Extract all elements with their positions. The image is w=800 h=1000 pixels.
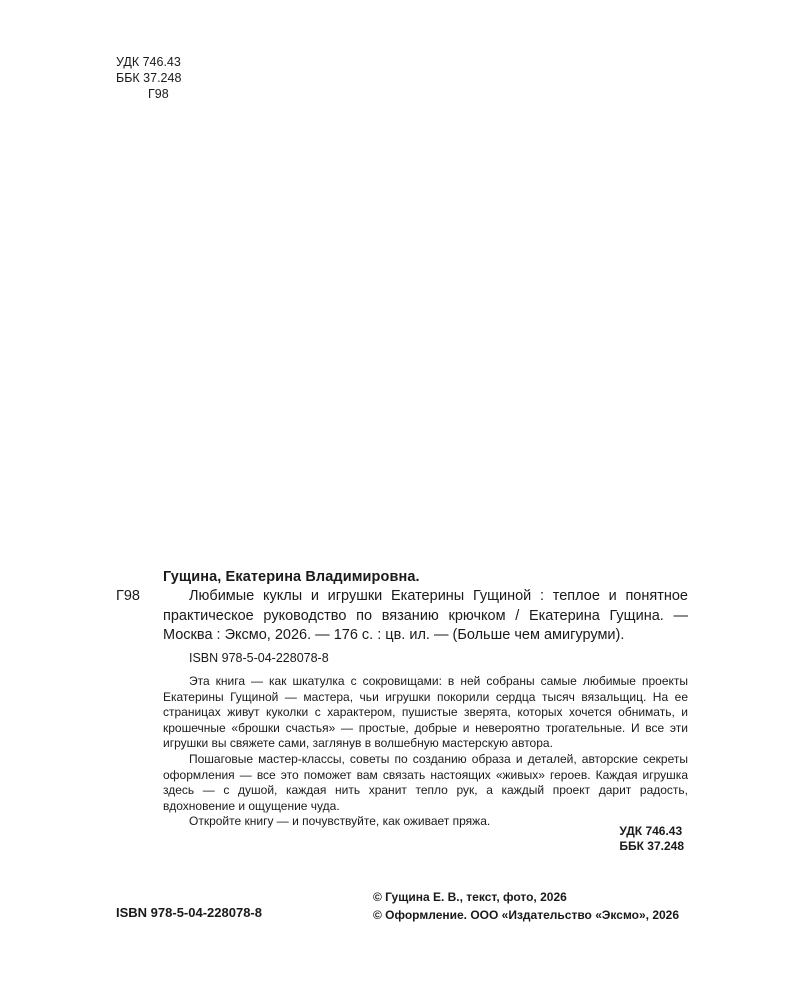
udk-code: УДК 746.43	[116, 55, 181, 69]
classification-codes-top	[116, 54, 181, 102]
annotation-paragraph: Пошаговые мастер-классы, советы по созданию образа и деталей, авторские секреты оформления — все это поможет вам связать настоящих «живых» героев. Каждая игрушка здесь — с душой, каждая нить хранит тепло рук, а каждый проект дарит радость, вдохновение и ощущение чуда.	[163, 751, 688, 813]
annotation-paragraph: Эта книга — как шкатулка с сокровищами: в ней собраны самые любимые проекты Екатерины Гущиной — мастера, чьи игрушки покорили сердца тысяч вязальщиц. На ее страницах живут куколки с характером, пушистые зверята, которых хочется обнимать, и крошечные «брошки счастья» — простые, добрые и невероятно трогательные. И все эти игрушки вы свяжете сами, заглянув в волшебную мастерскую автора.	[163, 674, 688, 751]
annotation-paragraph: Откройте книгу — и почувствуйте, как оживает пряжа.	[189, 814, 491, 829]
classification-codes-bottom	[619, 824, 684, 854]
author-sign: Г98	[148, 87, 169, 101]
bbk-code: ББК 37.248	[116, 71, 182, 85]
bbk-code-bottom: ББК 37.248	[619, 839, 684, 853]
udk-code-bottom: УДК 746.43	[619, 824, 683, 838]
copyright-design: © Оформление. ООО «Издательство «Эксмо», 2026	[373, 908, 680, 922]
annotation	[163, 674, 688, 830]
isbn-footer: ISBN 978-5-04-228078-8	[116, 905, 262, 920]
author-sign-side: Г98	[116, 588, 140, 604]
copyright-block	[373, 888, 679, 924]
author-heading: Гущина, Екатерина Владимировна.	[163, 569, 420, 585]
isbn-record: ISBN 978-5-04-228078-8	[189, 651, 329, 665]
copyright-text: © Гущина Е. В., текст, фото, 2026	[373, 890, 567, 904]
title-statement: Любимые куклы и игрушки Екатерины Гущиной : теплое и понятное практическое руководство по вязанию крючком / Екатерина Гущина. — Москва : Эксмо, 2026. — 176 с. : цв. ил. — (Больше чем амигуруми).	[163, 588, 688, 643]
